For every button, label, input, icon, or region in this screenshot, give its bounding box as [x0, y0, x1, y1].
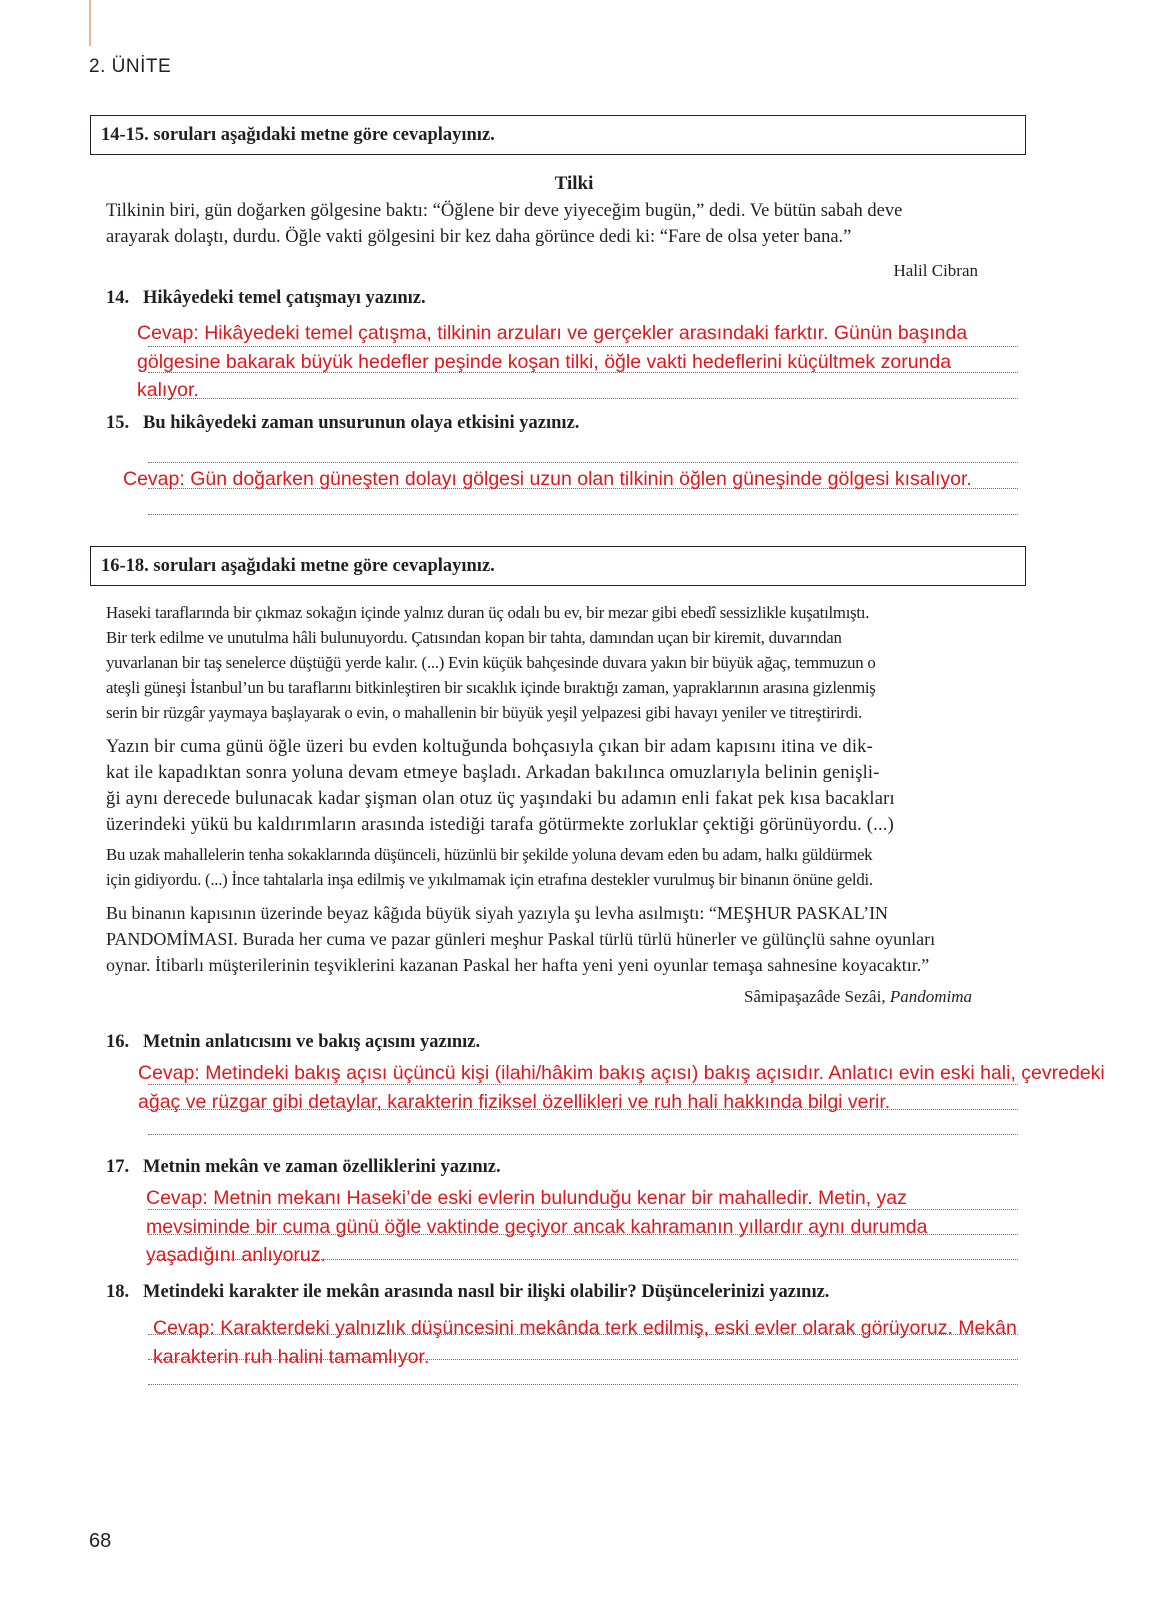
question-text: Metnin anlatıcısını ve bakış açısını yazınız. [143, 1032, 481, 1052]
excerpt-line: Bu uzak mahallelerin tenha sokaklarında düşünceli, hüzünlü bir şekilde yoluna devam eden bu adam, halkı güldürmek [106, 845, 873, 864]
question-16 [106, 1032, 480, 1053]
answer-line-text: yaşadığını anlıyoruz. [146, 1244, 326, 1266]
answer-line [148, 1134, 1018, 1135]
answer-16[interactable] [138, 1059, 1105, 1116]
answer-18[interactable] [153, 1314, 1017, 1371]
answer-line-text: Cevap: Hikâyedeki temel çatışma, tilkinin arzuları ve gerçekler arasındaki farktır. Günün başında [137, 322, 968, 344]
excerpt-line: Bu binanın kapısının üzerinde beyaz kâğıda büyük siyah yazıyla şu levha asılmıştı: “MEŞHUR PASKAL’IN [106, 903, 889, 923]
excerpt-line: ateşli güneşi İstanbul’un bu taraflarını bitkinleştiren bir sıcaklık içinde bıraktığı zaman, yapraklarının arasına gizlenmiş [106, 678, 876, 697]
answer-14[interactable] [137, 319, 967, 405]
question-number: 17. [106, 1157, 130, 1177]
excerpt-line: yuvarlanan bir taş senelerce düştüğü yerde kalır. (...) Evin küçük bahçesinde duvara yakın bir büyük ağaç, temmuzun o [106, 653, 876, 672]
excerpt-line: PANDOMİMASI. Burada her cuma ve pazar günleri meşhur Paskal türlü türlü hünerler ve gülünçlü sahne oyunları [106, 929, 936, 949]
answer-line [148, 514, 1018, 515]
excerpt-line: ği aynı derecede bulunacak kadar şişman olan otuz üç yaşındaki bu adamın enli fakat pek kısa bacakları [106, 789, 895, 809]
excerpt-line: kat ile kapadıktan sonra yoluna devam etmeye başladı. Arkadan bakılınca omuzlarıyla belinin genişli- [106, 763, 880, 783]
excerpt-paragraph-4 [106, 900, 1018, 978]
answer-line-text: kalıyor. [137, 379, 199, 401]
story-line: Tilkinin biri, gün doğarken gölgesine baktı: “Öğlene bir deve yiyeceğim bugün,” dedi. Ve bütün sabah deve [106, 201, 903, 221]
answer-line-text: mevsiminde bir cuma günü öğle vaktinde geçiyor ancak kahramanın yıllardır aynı durumda [146, 1215, 928, 1238]
excerpt-line: Yazın bir cuma günü öğle üzeri bu evden koltuğunda bohçasıyla çıkan bir adam kapısını itina ve dik- [106, 737, 873, 757]
excerpt-line: Bir terk edilme ve unutulma hâli bulunuyordu. Çatısından kopan bir tahta, damından uçan bir kiremit, duvarından [106, 628, 842, 647]
question-number: 18. [106, 1282, 130, 1302]
unit-heading: 2. ÜNİTE [89, 56, 172, 77]
question-text: Bu hikâyedeki zaman unsurunun olaya etkisini yazınız. [143, 413, 580, 433]
question-number: 15. [106, 413, 130, 433]
page-number: 68 [89, 1530, 112, 1552]
excerpt-author [600, 987, 972, 1007]
answer-line-text: ağaç ve rüzgar gibi detaylar, karakterin fiziksel özellikleri ve ruh hali hakkında bilgi verir. [138, 1090, 891, 1113]
instruction-box-14-15: 14-15. soruları aşağıdaki metne göre cevaplayınız. [90, 115, 1026, 155]
excerpt-paragraph-3 [106, 842, 1018, 892]
unit-accent-bar [89, 0, 91, 46]
question-17 [106, 1157, 501, 1178]
question-number: 16. [106, 1032, 130, 1052]
question-text: Metnin mekân ve zaman özelliklerini yazınız. [143, 1157, 501, 1177]
answer-line-text: karakterin ruh halini tamamlıyor. [153, 1345, 430, 1368]
story-title: Tilki [554, 173, 594, 194]
excerpt-paragraph-1 [106, 600, 1018, 725]
excerpt-line: için gidiyordu. (...) İnce tahtalarla inşa edilmiş ve yıkılmamak için etrafına destekler vurulmuş bir binanın önüne geldi. [106, 870, 873, 889]
excerpt-paragraph-2 [106, 734, 1018, 838]
answer-15[interactable]: Cevap: Gün doğarken güneşten dolayı gölgesi uzun olan tilkinin öğlen güneşinde gölgesi kısalıyor. [123, 468, 972, 490]
question-number: 14. [106, 288, 130, 308]
answer-line [148, 1384, 1018, 1385]
excerpt-line: serin bir rüzgâr yaymaya başlayarak o evin, o mahallenin bir büyük yeşil yelpazesi gibi havayı yeniler ve titreştirirdi. [106, 703, 863, 722]
story-line: arayarak dolaştı, durdu. Öğle vakti gölgesini bir kez daha görünce dedi ki: “Fare de olsa yeter bana.” [106, 227, 852, 247]
question-text: Hikâyedeki temel çatışmayı yazınız. [143, 288, 426, 308]
answer-line [148, 462, 1018, 463]
question-18 [106, 1282, 829, 1303]
question-15 [106, 413, 579, 434]
answer-line-text: Cevap: Metnin mekanı Haseki’de eski evlerin bulunduğu kenar bir mahalledir. Metin, yaz [146, 1187, 907, 1209]
answer-line-text: gölgesine bakarak büyük hedefler peşinde koşan tilki, öğle vakti hedeflerini küçültmek zorunda [137, 350, 952, 373]
work-title: Pandomima [889, 987, 972, 1006]
story-text [106, 198, 1018, 250]
answer-17[interactable] [146, 1184, 927, 1270]
question-14 [106, 288, 426, 309]
story-author: Halil Cibran [893, 261, 978, 280]
question-text: Metindeki karakter ile mekân arasında nasıl bir ilişki olabilir? Düşüncelerinizi yazınız. [143, 1282, 830, 1302]
excerpt-line: Haseki taraflarında bir çıkmaz sokağın içinde yalnız duran üç odalı bu ev, bir mezar gibi ebedî sessizlikle kuşatılmıştı. [106, 603, 870, 622]
answer-line-text: Cevap: Metindeki bakış açısı üçüncü kişi (ilahi/hâkim bakış açısı) bakış açısıdır. Anlatıcı evin eski hali, çevredeki [138, 1062, 1105, 1084]
instruction-box-16-18: 16-18. soruları aşağıdaki metne göre cevaplayınız. [90, 546, 1026, 586]
excerpt-line: oynar. İtibarlı müşterilerinin teşviklerini kazanan Paskal her hafta yeni yeni oyunlar temaşa sahnesine koyacaktır.” [106, 955, 930, 975]
author-name: Sâmipaşazâde Sezâi, [743, 987, 890, 1006]
excerpt-line: üzerindeki yükü bu kaldırımların arasında istediği tarafa götürmekte zorluklar çektiği görünüyordu. (...) [106, 815, 894, 835]
answer-line-text: Cevap: Karakterdeki yalnızlık düşüncesini mekânda terk edilmiş, eski evler olarak görüyoruz. Mekân [153, 1317, 1017, 1339]
